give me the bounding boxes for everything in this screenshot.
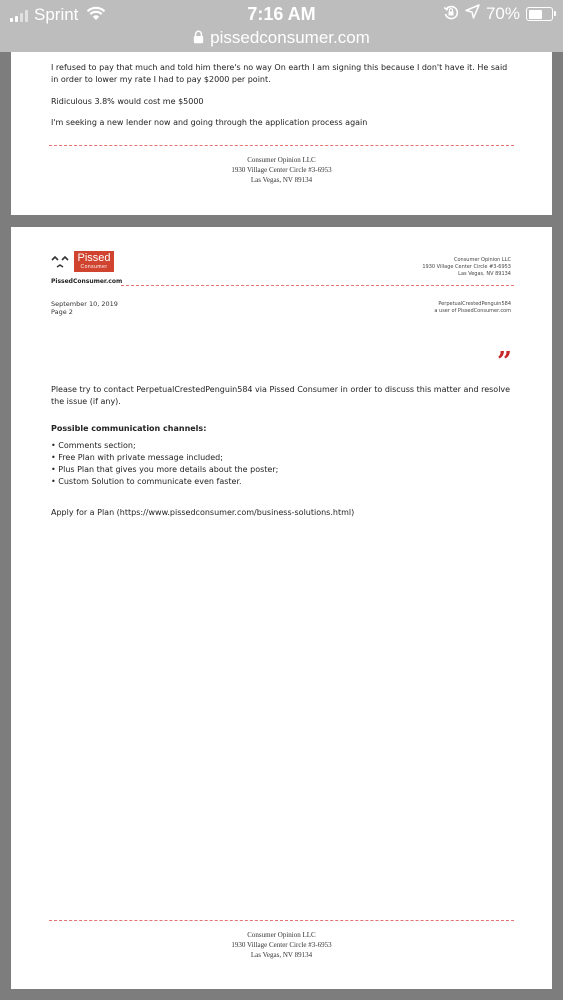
review-paragraph: Ridiculous 3.8% would cost me $5000 [51,97,204,106]
footer-city: Las Vegas, NV 89134 [250,176,313,184]
author-name: PerpetualCrestedPenguin584 [438,301,511,307]
list-item: • Comments section; [51,440,516,452]
url-text[interactable]: pissedconsumer.com [210,28,370,47]
status-bar [0,0,563,28]
footer-company: Consumer Opinion LLC [247,156,316,164]
page-footer [11,155,552,185]
review-paragraph: I refused to pay that much and told him there's no way On earth I am signing this because I don't have it. He said in order to lower my rate I had to pay $2000 per point. [51,63,508,84]
author-meta [434,301,511,315]
document-page-2 [11,227,552,989]
quote-icon: ” [497,347,512,377]
lock-icon [193,29,204,49]
location-arrow-icon [465,4,480,24]
address-bar[interactable] [0,28,563,52]
footer-address: 1930 Village Center Circle #3-6953 [231,166,332,174]
header-divider [121,285,514,286]
list-item: • Free Plan with private message included; [51,452,516,464]
document-meta [51,300,118,316]
channels-section [51,423,516,488]
channels-list [51,440,516,488]
orientation-lock-icon [443,4,459,25]
logo [74,251,114,272]
page-number: Page 2 [51,308,73,316]
header-city: Las Vegas, NV 89134 [458,271,511,277]
logo-subtext: Consumer [80,264,108,270]
author-subtitle: a user of PissedConsumer.com [434,308,511,314]
header-street: 1930 Village Center Circle #3-6953 [422,264,511,270]
footer-address: 1930 Village Center Circle #3-6953 [231,941,332,949]
battery-icon [526,7,553,21]
site-name: PissedConsumer.com [51,278,123,285]
carrier-name: Sprint [34,5,79,24]
battery-percentage: 70% [485,4,520,23]
logo-text: Pissed [77,252,111,264]
header-company: Consumer Opinion LLC [453,257,511,263]
document-date: September 10, 2019 [51,300,118,308]
review-paragraph: I'm seeking a new lender now and going through the application process again [51,118,368,127]
document-page-1 [11,52,552,215]
apply-link[interactable]: Apply for a Plan (https://www.pissedconsumer.com/business-solutions.html) [51,508,355,517]
footer-divider [49,920,514,921]
list-item: • Plus Plan that gives you more details about the poster; [51,464,516,476]
header-address [422,257,511,278]
page-footer [11,930,552,960]
footer-company: Consumer Opinion LLC [247,931,316,939]
footer-city: Las Vegas, NV 89134 [250,951,313,959]
list-item: • Custom Solution to communicate even faster. [51,476,516,488]
contact-paragraph: Please try to contact PerpetualCrestedPenguin584 via Pissed Consumer in order to discuss this matter and resolve the issue (if any). [51,385,511,406]
pissed-face-icon [51,254,71,270]
divider [49,145,514,146]
channels-title: Possible communication channels: [51,424,207,433]
clock: 7:16 AM [247,4,316,24]
